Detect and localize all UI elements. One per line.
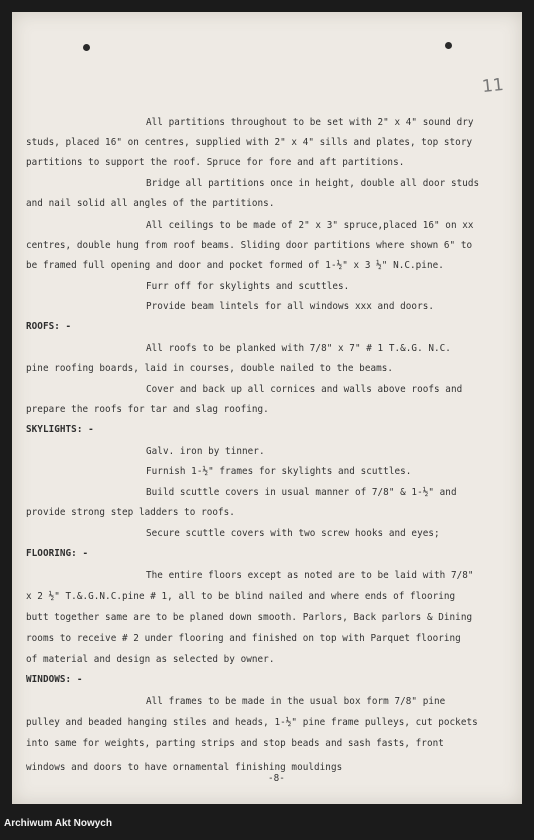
text-line: All roofs to be planked with 7/8" x 7" # 1 T.&.G. N.C. bbox=[146, 343, 451, 354]
section-heading-flooring: FLOORING: - bbox=[26, 548, 89, 559]
text-line: Bridge all partitions once in height, double all door studs bbox=[146, 178, 480, 189]
text-line: provide strong step ladders to roofs. bbox=[26, 507, 235, 518]
text-line: studs, placed 16" on centres, supplied with 2" x 4" sills and plates, top story bbox=[26, 137, 473, 148]
text-line: Furnish 1-½" frames for skylights and scuttles. bbox=[146, 466, 412, 477]
section-heading-roofs: ROOFS: - bbox=[26, 321, 72, 332]
text-line: The entire floors except as noted are to be laid with 7/8" bbox=[146, 570, 474, 581]
text-line: butt together same are to be planed down smooth. Parlors, Back parlors & Dining bbox=[26, 612, 473, 623]
text-line: windows and doors to have ornamental finishing mouldings bbox=[26, 762, 343, 773]
text-line: Build scuttle covers in usual manner of 7/8" & 1-½" and bbox=[146, 487, 457, 498]
text-line: Cover and back up all cornices and walls above roofs and bbox=[146, 384, 463, 395]
text-line: pulley and beaded hanging stiles and heads, 1-½" pine frame pulleys, cut pockets bbox=[26, 717, 478, 728]
text-line: into same for weights, parting strips and stop beads and sash fasts, front bbox=[26, 738, 444, 749]
document-page bbox=[12, 12, 522, 804]
text-line: and nail solid all angles of the partitions. bbox=[26, 198, 275, 209]
text-line: Furr off for skylights and scuttles. bbox=[146, 281, 350, 292]
text-line: pine roofing boards, laid in courses, double nailed to the beams. bbox=[26, 363, 394, 374]
handwritten-page-number: 11 bbox=[481, 74, 505, 98]
text-line: centres, double hung from roof beams. Sliding door partitions where shown 6" to bbox=[26, 240, 473, 251]
text-line: Provide beam lintels for all windows xxx and doors. bbox=[146, 301, 435, 312]
text-line: prepare the roofs for tar and slag roofing. bbox=[26, 404, 269, 415]
text-line: partitions to support the roof. Spruce for fore and aft partitions. bbox=[26, 157, 405, 168]
archive-footer-label: Archiwum Akt Nowych bbox=[4, 818, 112, 829]
text-line: Secure scuttle covers with two screw hooks and eyes; bbox=[146, 528, 440, 539]
section-heading-windows: WINDOWS: - bbox=[26, 674, 83, 685]
text-line: x 2 ½" T.&.G.N.C.pine # 1, all to be blind nailed and where ends of flooring bbox=[26, 591, 456, 602]
section-heading-skylights: SKYLIGHTS: - bbox=[26, 424, 94, 435]
text-line: of material and design as selected by owner. bbox=[26, 654, 275, 665]
text-line: be framed full opening and door and pocket formed of 1-½" x 3 ½" N.C.pine. bbox=[26, 260, 444, 271]
punch-hole bbox=[83, 44, 90, 51]
text-line: Galv. iron by tinner. bbox=[146, 446, 265, 457]
punch-hole bbox=[445, 42, 452, 49]
text-line: All partitions throughout to be set with 2" x 4" sound dry bbox=[146, 117, 474, 128]
text-line: All ceilings to be made of 2" x 3" spruce,placed 16" on xx bbox=[146, 220, 474, 231]
page-number: -8- bbox=[268, 773, 285, 784]
text-line: rooms to receive # 2 under flooring and finished on top with Parquet flooring bbox=[26, 633, 461, 644]
text-line: All frames to be made in the usual box form 7/8" pine bbox=[146, 696, 446, 707]
